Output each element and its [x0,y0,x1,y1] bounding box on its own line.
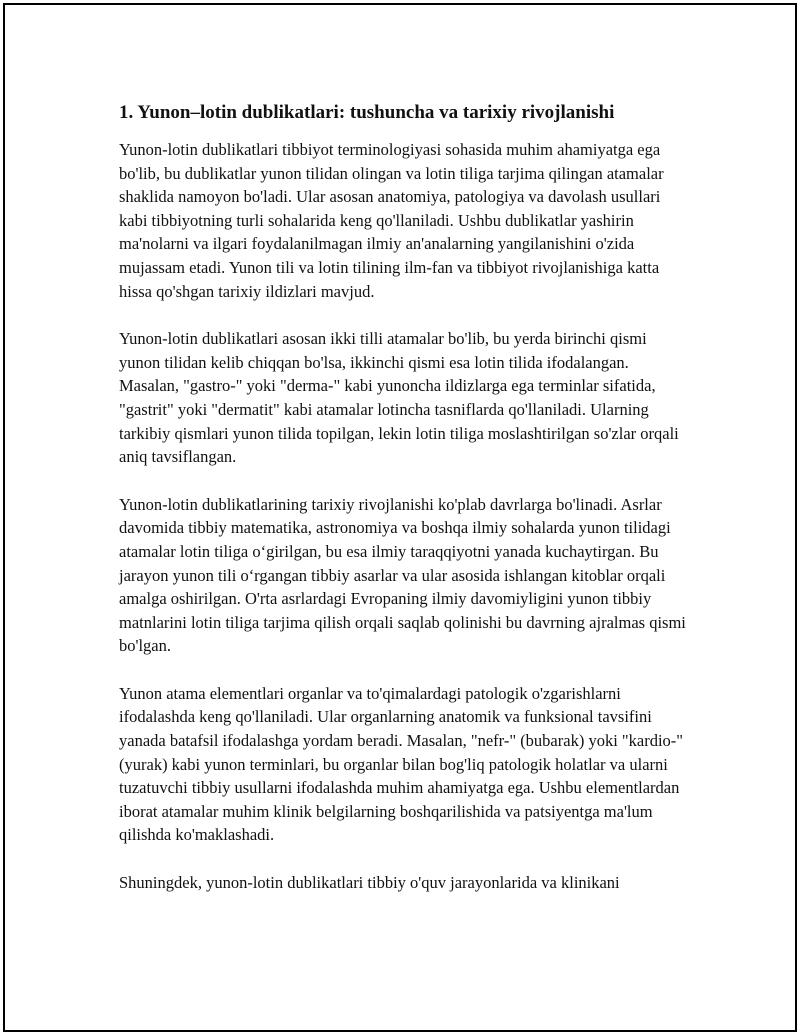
paragraph: Yunon-lotin dublikatlari tibbiyot terminologiyasi sohasida muhim ahamiyatga ega bo'lib, bu dublikatlar yunon tilidan olingan va lotin tiliga tarjima qilingan atamalar shaklida namoyon bo'ladi. Ular asosan anatomiya, patologiya va davolash usullari kabi tibbiyotning turli sohalarida keng qo'llaniladi. Ushbu dublikatlar yashirin ma'nolarni va ilgari foydalanilmagan ilmiy an'analarning yangilanishini o'zida mujassam etadi. Yunon tili va lotin tilining ilm-fan va tibbiyot rivojlanishiga katta hissa qo'shgan tarixiy ildizlari mavjud. [119,140,664,301]
section-heading: 1. Yunon–lotin dublikatlari: tushuncha va tarixiy rivojlanishi [119,102,615,123]
paragraph: Yunon atama elementlari organlar va to'qimalardagi patologik o'zgarishlarni ifodalashda keng qo'llaniladi. Ular organlarning anatomik va funksional tavsifini yanada batafsil ifodalashga yordam beradi. Masalan, "nefr-" (bubarak) yoki "kardio-" (yurak) kabi yunon terminlari, bu organlar bilan bog'liq patologik holatlar va ularni tuzatuvchi tibbiy usullarni ifodalashda muhim ahamiyatga ega. Ushbu elementlardan iborat atamalar muhim klinik belgilarning boshqarilishida va patsiyentga ma'lum qilishda ko'maklashadi. [119,683,684,845]
paragraph: Yunon-lotin dublikatlari asosan ikki tilli atamalar bo'lib, bu yerda birinchi qismi yunon tilidan kelib chiqqan bo'lsa, ikkinchi qismi esa lotin tilida ifodalangan. Masalan, "gastro-" yoki "derma-" kabi yunoncha ildizlarga ega terminlar sifatida, "gastrit" yoki "dermatit" kabi atamalar lotincha tasniflarda qo'llaniladi. Ularning tarkibiy qismlari yunon tilida topilgan, lekin lotin tiliga moslashtirilgan so'zlar orqali aniq tavsiflangan. [119,329,679,467]
paragraph: Shuningdek, yunon-lotin dublikatlari tibbiy o'quv jarayonlarida va klinikani [119,873,620,893]
paragraph: Yunon-lotin dublikatlarining tarixiy rivojlanishi ko'plab davrlarga bo'linadi. Asrlar davomida tibbiy matematika, astronomiya va boshqa ilmiy sohalarda yunon tilidagi atamalar lotin tiliga o‘girilgan, bu esa ilmiy taraqqiyotni yanada kuchaytirgan. Bu jarayon yunon tili o‘rgangan tibbiy asarlar va ular asosida ishlangan kitoblar orqali amalga oshirilgan. O'rta asrlardagi Evropaning ilmiy davomiyligini yunon tibbiy matnlarini lotin tiliga tarjima qilish orqali saqlab qolinishi bu davrning ajralmas qismi bo'lgan. [119,494,686,656]
document-body [119,101,689,919]
document-page [3,3,797,1032]
